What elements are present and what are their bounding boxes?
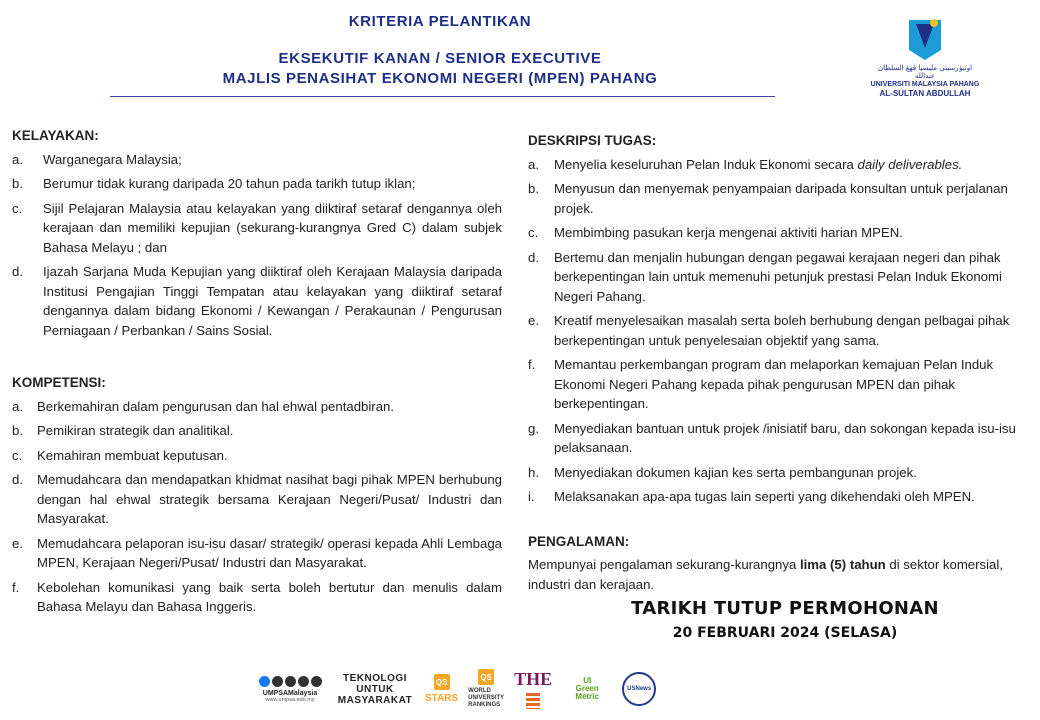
deadline-label: TARIKH TUTUP PERMOHONAN <box>631 598 939 619</box>
instagram-icon <box>272 676 283 687</box>
kelayakan-item: a. Warganegara Malaysia; <box>12 151 182 167</box>
organization-title: MAJLIS PENASIHAT EKONOMI NEGERI (MPEN) PAHANG <box>222 70 658 87</box>
kompetensi-item: b. Pemikiran strategik dan analitikal. <box>12 423 234 438</box>
social-handle: UMPSAMalaysia <box>262 689 318 697</box>
deskripsi-item: b. Menyusun dan menyemak penyampaian daripada konsultan untuk perjalanan projek. <box>528 181 1008 216</box>
kompetensi-item: d. Memudahcara dan mendapatkan khidmat nasihat bagi pihak MPEN berhubung dengan hal ehwal strategik bersama Kerajaan Negeri/Pusat/ Industri dan Masyarakat. <box>12 472 502 526</box>
logo-arabic-text: اونيۏرسيتي مليسيا ڤهڠ السلطان عبدالله <box>877 64 973 80</box>
social-media-block <box>255 667 325 711</box>
left-column <box>12 126 502 622</box>
deskripsi-item: e. Kreatif menyelesaikan masalah serta boleh berhubung dengan pelbagai pihak berkepentingan untuk penyelesaian objektif yang sama. <box>528 313 1010 348</box>
deadline-block <box>560 598 1010 641</box>
ui-greenmetric-logo: UI Green Metric <box>575 676 599 701</box>
usnews-logo: USNews <box>622 672 656 706</box>
qs-badge-icon: QS <box>478 669 494 685</box>
kelayakan-item: b. Berumur tidak kurang daripada 20 tahun pada tarikh tutup iklan; <box>12 176 416 191</box>
facebook-icon <box>259 676 270 687</box>
deskripsi-item: g. Menyediakan bantuan untuk projek /inisiatif baru, dan sokongan kepada isu-isu pelaksanaan. <box>528 420 1016 455</box>
kelayakan-title: KELAYAKAN: <box>12 128 99 143</box>
deskripsi-item: h. Menyediakan dokumen kajian kes serta pembangunan projek. <box>528 464 917 480</box>
deadline-date: 20 FEBRUARI 2024 (SELASA) <box>672 625 898 641</box>
header-divider <box>110 96 775 97</box>
kompetensi-item: c. Kemahiran membuat keputusan. <box>12 447 228 463</box>
page-title: KRITERIA PELANTIKAN <box>348 13 532 30</box>
position-title: EKSEKUTIF KANAN / SENIOR EXECUTIVE <box>278 50 602 67</box>
kompetensi-item: a. Berkemahiran dalam pengurusan dan hal ehwal pentadbiran. <box>12 398 395 414</box>
kompetensi-item: e. Memudahcara pelaporan isu-isu dasar/ strategik/ operasi kepada Ahli Lembaga MPEN, Kerajaan Negeri/Pusat/ Industri dan Masyarakat. <box>12 535 502 570</box>
kompetensi-title: KOMPETENSI: <box>12 375 106 390</box>
qs-stars-logo: QS STARS <box>425 667 458 711</box>
qs-badge-icon: QS <box>434 674 450 690</box>
stripes-icon <box>526 693 540 709</box>
logo-line-1: UNIVERSITI MALAYSIA PAHANG <box>870 81 980 88</box>
youtube-icon <box>311 676 322 687</box>
deskripsi-item: f. Memantau perkembangan program dan melaporkan kemajuan Pelan Induk Ekonomi Negeri Pahang kepada pihak pengurusan MPEN dan pihak berkepentingan. <box>528 357 994 411</box>
footer-logos <box>255 664 795 714</box>
deskripsi-item: i. Melaksanakan apa-apa tugas lain seperti yang dikehendaki oleh MPEN. <box>528 489 975 504</box>
deskripsi-item: c. Membimbing pasukan kerja mengenai aktiviti harian MPEN. <box>528 225 903 240</box>
logo-line-2: AL-SULTAN ABDULLAH <box>879 89 971 98</box>
umpsa-shield-icon <box>907 18 943 62</box>
the-ranking-logo: THE <box>514 667 552 711</box>
deskripsi-item: a. Menyelia keseluruhan Pelan Induk Ekonomi secara daily deliverables. <box>528 156 963 172</box>
kompetensi-item: f. Kebolehan komunikasi yang baik serta boleh bertutur dan menulis dalam Bahasa Melayu dan Bahasa Inggeris. <box>12 579 502 614</box>
tiktok-icon <box>298 676 309 687</box>
pengalaman-text: Mempunyai pengalaman sekurang-kurangnya lima (5) tahun di sektor komersial, industri dan kerajaan. <box>528 557 1003 592</box>
umpsa-logo <box>870 18 980 98</box>
tagline-logo: TEKNOLOGI UNTUK MASYARAKAT <box>337 672 413 706</box>
deskripsi-item: d. Bertemu dan menjalin hubungan dengan pegawai kerajaan negeri dan pihak berkepentingan lain untuk memenuhi petunjuk prestasi Pelan Induk Ekonomi Negeri Pahang. <box>528 249 1002 304</box>
kelayakan-item: c. Sijil Pelajaran Malaysia atau kelayakan yang diiktiraf setaraf dengannya oleh kerajaan dan memiliki kepujian (sekurang-kurangnya Gred C) dalam subjek Bahasa Melayu ; dan <box>12 200 502 255</box>
right-column <box>528 131 1028 595</box>
x-icon <box>285 676 296 687</box>
qs-wur-logo: QS WORLD UNIVERSITY RANKINGS <box>468 667 504 711</box>
social-url: www.umpsa.edu.my <box>265 696 315 703</box>
deskripsi-title: DESKRIPSI TUGAS: <box>528 133 657 148</box>
social-icons <box>259 676 322 687</box>
pengalaman-title: PENGALAMAN: <box>528 533 630 549</box>
kelayakan-item: d. Ijazah Sarjana Muda Kepujian yang diiktiraf oleh Kerajaan Malaysia daripada Institusi Pengajian Tinggi Tempatan atau kelayakan yang diiktiraf setaraf dengannya dalam bidang Ekonomi / Kewangan / Perakaunan / Pengurusan Perniagaan / Perbankan / Sains Sosial. <box>12 264 502 338</box>
